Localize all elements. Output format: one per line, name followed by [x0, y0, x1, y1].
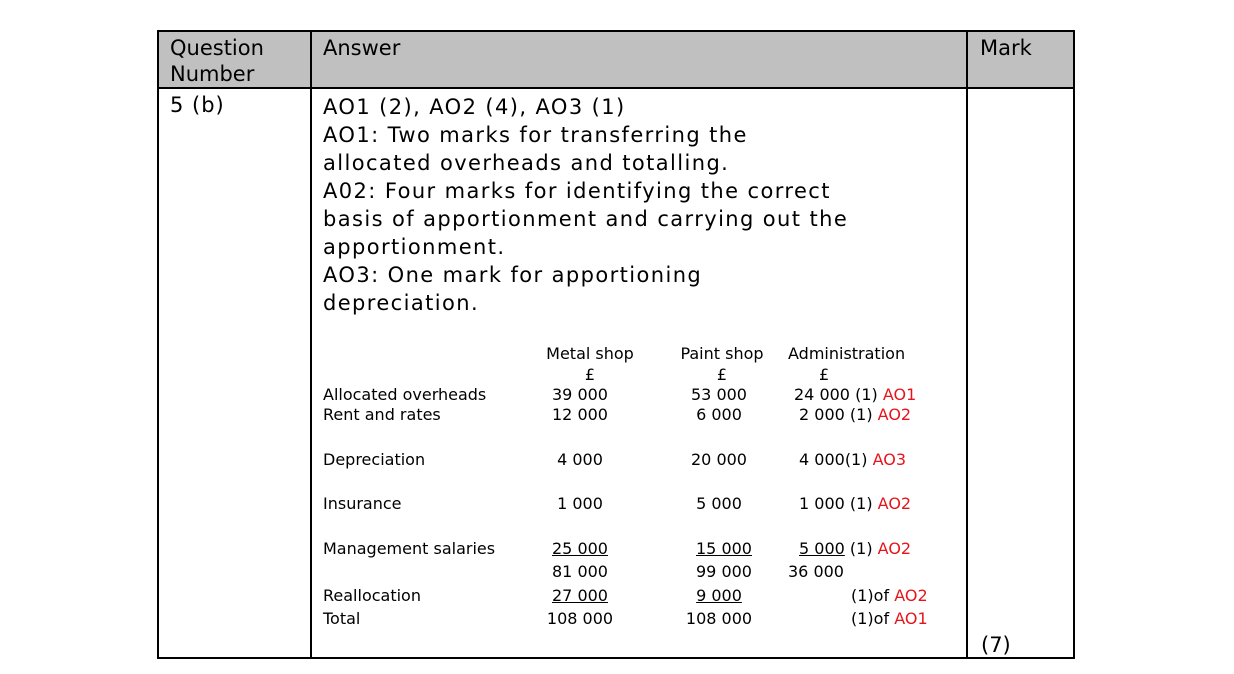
row-label: Reallocation — [323, 586, 421, 605]
assessment-objectives-text — [323, 93, 923, 317]
question-number: 5 (b) — [170, 93, 225, 117]
cell-admin: 1 000 (1) AO2 — [799, 494, 912, 513]
header-answer: Answer — [323, 36, 401, 60]
cell-metal: 39 000 — [552, 385, 608, 404]
column-divider — [310, 32, 312, 657]
ao-line: AO1: Two marks for transferring the — [323, 123, 748, 147]
header-mark: Mark — [980, 36, 1032, 60]
cell-metal: 108 000 — [546, 609, 614, 628]
row-label: Depreciation — [323, 450, 426, 469]
col-paint-shop: Paint shop — [680, 344, 764, 363]
cell-paint: 5 000 — [696, 494, 742, 513]
cell-metal: 12 000 — [552, 405, 608, 424]
cell-admin-mark: (1)of AO1 — [851, 609, 928, 628]
subtotal-paint: 99 000 — [696, 562, 752, 581]
ao-line: basis of apportionment and carrying out the — [323, 207, 849, 231]
cell-admin: 2 000 (1) AO2 — [799, 405, 912, 424]
cell-metal: 4 000 — [557, 450, 603, 469]
header-question-number: Question Number — [170, 36, 264, 86]
ao-line: AO3: One mark for apportioning — [323, 263, 703, 287]
currency-metal: £ — [584, 365, 596, 384]
total-mark: (7) — [981, 633, 1011, 657]
cell-metal: 1 000 — [557, 494, 603, 513]
col-administration: Administration — [788, 344, 906, 363]
subtotal-admin: 36 000 — [788, 562, 844, 581]
ao-line: depreciation. — [323, 291, 480, 315]
ao-line: allocated overheads and totalling. — [323, 151, 730, 175]
ao-line: apportionment. — [323, 235, 506, 259]
cell-admin: 4 000(1) AO3 — [799, 450, 907, 469]
currency-paint: £ — [716, 365, 728, 384]
cell-paint: 53 000 — [691, 385, 747, 404]
col-metal-shop: Metal shop — [546, 344, 634, 363]
row-label: Insurance — [323, 494, 402, 513]
cell-admin: 24 000 (1) AO1 — [794, 385, 917, 404]
cell-paint: 15 000 — [696, 539, 752, 558]
ao-line: AO1 (2), AO2 (4), AO3 (1) — [323, 95, 626, 119]
row-label: Management salaries — [323, 539, 496, 558]
cell-paint: 9 000 — [696, 586, 742, 605]
currency-admin: £ — [819, 365, 830, 384]
row-label: Total — [323, 609, 361, 628]
cell-metal: 25 000 — [552, 539, 608, 558]
subtotal-metal: 81 000 — [552, 562, 608, 581]
cell-paint: 6 000 — [696, 405, 742, 424]
cell-metal: 27 000 — [552, 586, 608, 605]
column-divider — [966, 32, 968, 657]
cell-admin: 5 000 (1) AO2 — [799, 539, 912, 558]
mark-scheme-table — [157, 30, 1075, 659]
cell-paint: 108 000 — [685, 609, 753, 628]
row-label: Allocated overheads — [323, 385, 487, 404]
row-label: Rent and rates — [323, 405, 441, 424]
cell-paint: 20 000 — [691, 450, 747, 469]
ao-line: A02: Four marks for identifying the correct — [323, 179, 831, 203]
cell-admin-mark: (1)of AO2 — [851, 586, 928, 605]
